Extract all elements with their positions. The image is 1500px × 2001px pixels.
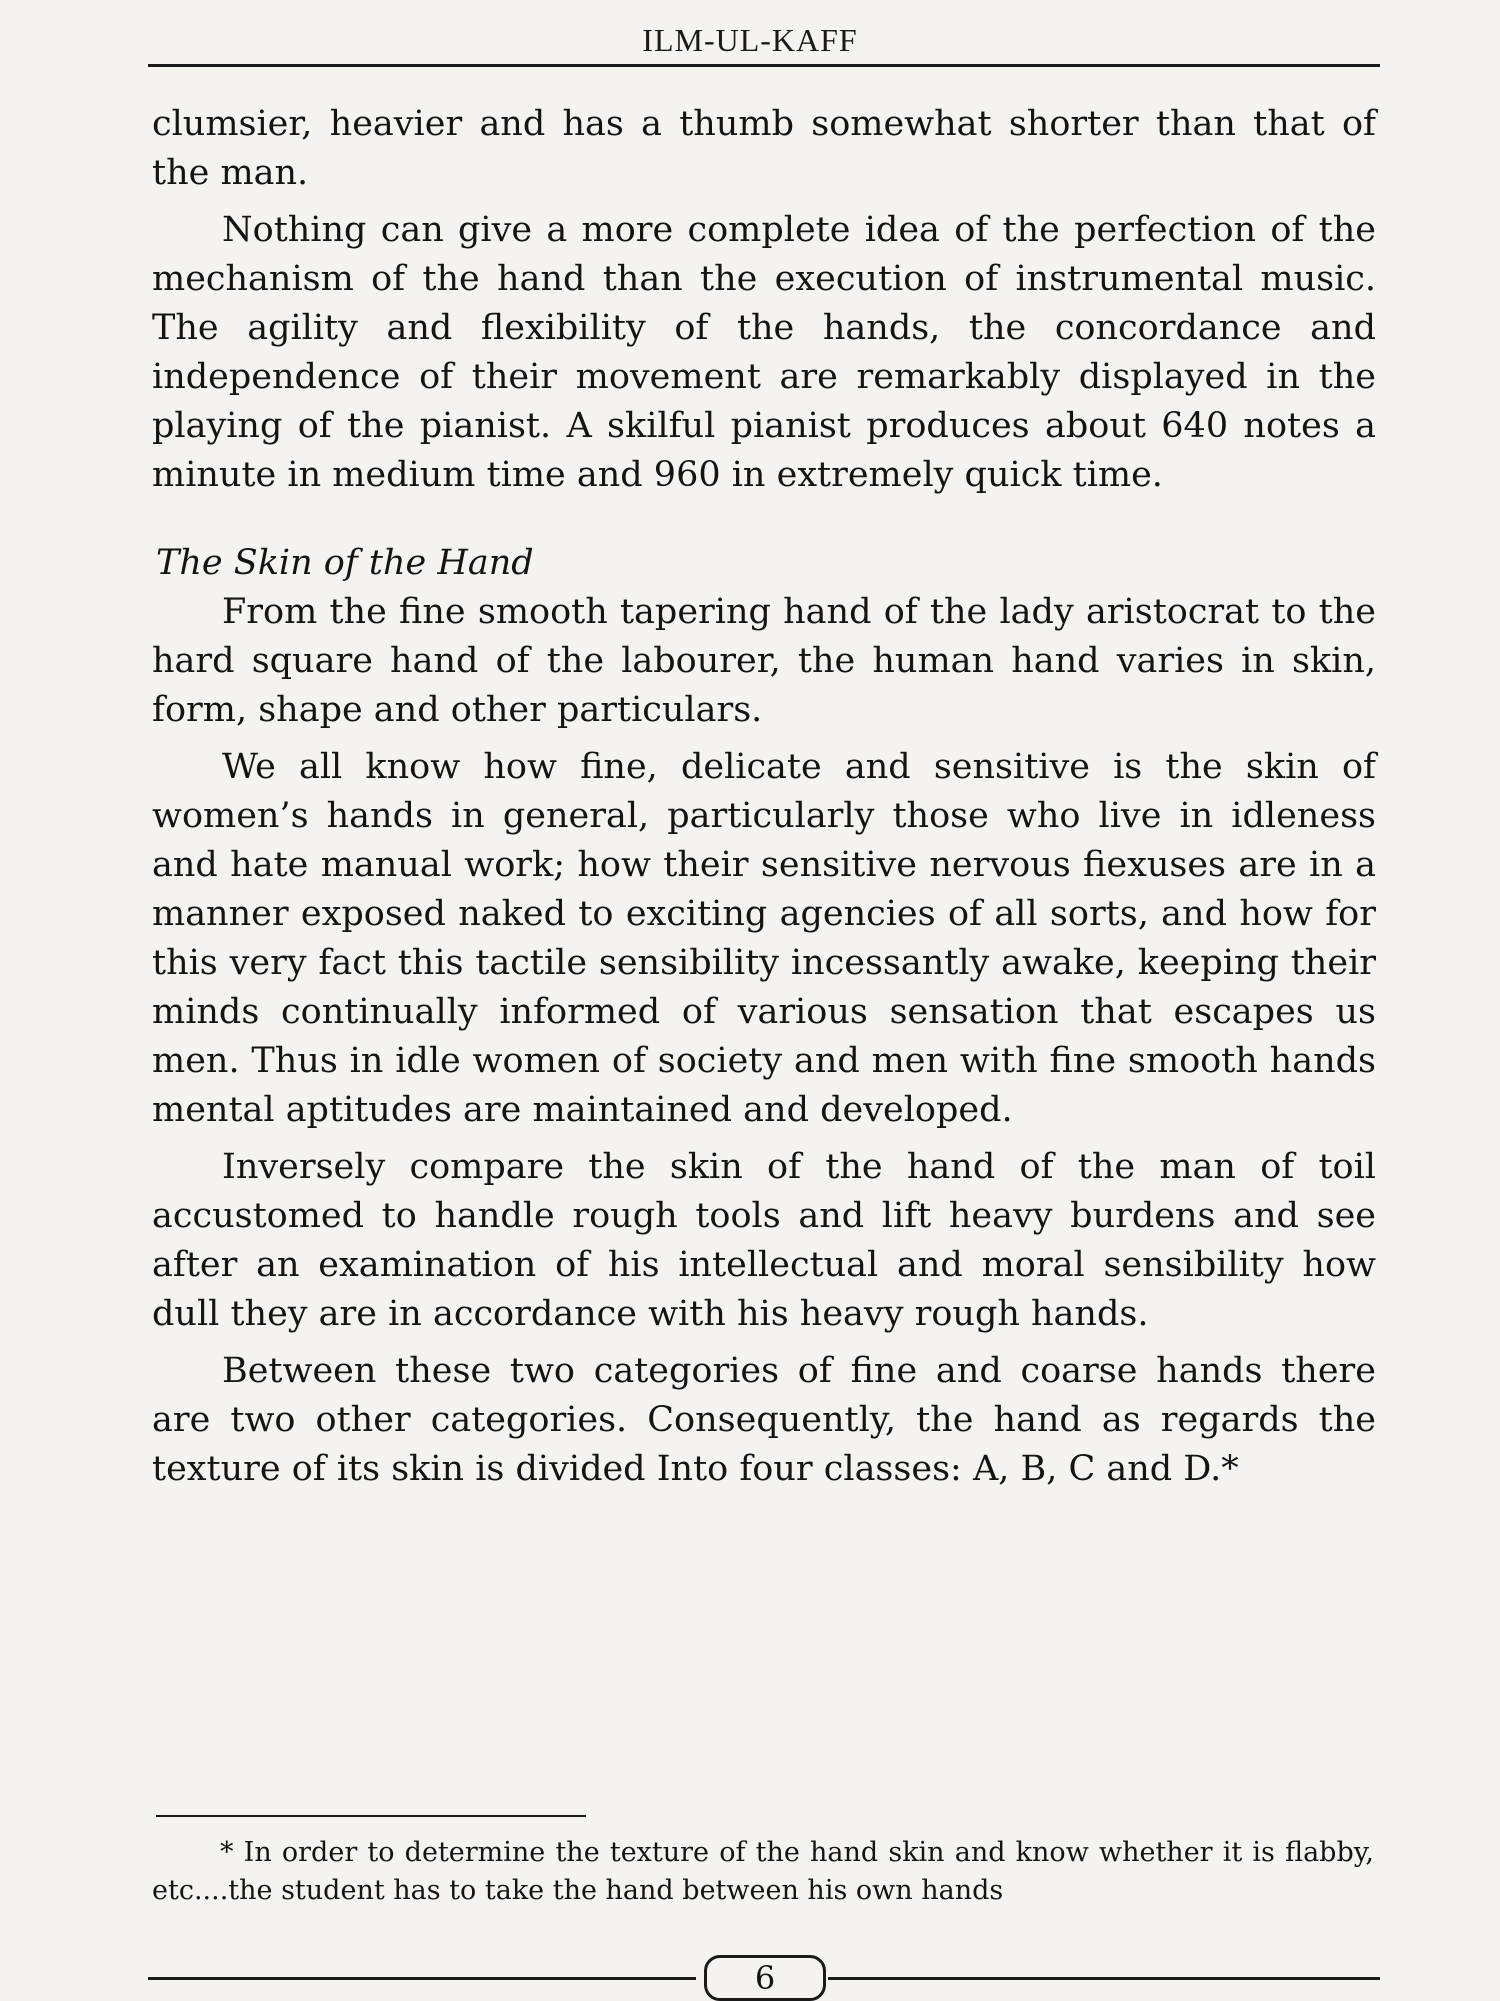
paragraph-man-of-toil: Inversely compare the skin of the hand of the man of toil accustomed to handle rough tools and lift heavy burdens and see after an examination of his intellectual and moral sensibility how dull they are in accordance with his heavy rough hands. — [152, 1147, 1376, 1334]
paragraph-continuation: clumsier, heavier and has a thumb somewhat shorter than that of the man. — [152, 104, 1376, 193]
footnote-text: * In order to determine the texture of the hand skin and know whether it is flabby, etc....the student has to take the hand between his own hands — [152, 1837, 1374, 1906]
paragraph-four-classes: Between these two categories of fine and coarse hands there are two other categories. Consequently, the hand as regards the texture of its skin is divided Into four classes: A, B, C and D.* — [152, 1351, 1376, 1489]
body-text — [152, 100, 1376, 1494]
section-heading: The Skin of the Hand — [156, 543, 534, 583]
footer-rule-left — [148, 1977, 696, 1980]
paragraph-women-hands: We all know how fine, delicate and sensitive is the skin of women’s hands in general, particularly those who live in idleness and hate manual work; how their sensitive nervous fiexuses are in a manner exposed naked to exciting agencies of all sorts, and how for this very fact this tactile sensibility incessantly awake, keeping their minds continually informed of various sensation that escapes us men. Thus in idle women of society and men with fine smooth hands mental aptitudes are maintained and developed. — [152, 747, 1376, 1130]
page-number: 6 — [704, 1955, 826, 2001]
header-rule — [148, 64, 1380, 67]
page-footer — [148, 1955, 1380, 1999]
footnote — [152, 1834, 1374, 1910]
footer-rule-right — [828, 1977, 1380, 1980]
paragraph-instrumental-music: Nothing can give a more complete idea of the perfection of the mechanism of the hand than the execution of instrumental music. The agility and flexibility of the hands, the concordance and independence of their movement are remarkably displayed in the playing of the pianist. A skilful pianist produces about 640 notes a minute in medium time and 960 in extremely quick time. — [152, 210, 1376, 495]
footnote-rule — [156, 1815, 586, 1817]
running-head: ILM-UL-KAFF — [642, 22, 858, 58]
paragraph-skin-varies: From the fine smooth tapering hand of the lady aristocrat to the hard square hand of the labourer, the human hand varies in skin, form, shape and other particulars. — [152, 592, 1376, 730]
